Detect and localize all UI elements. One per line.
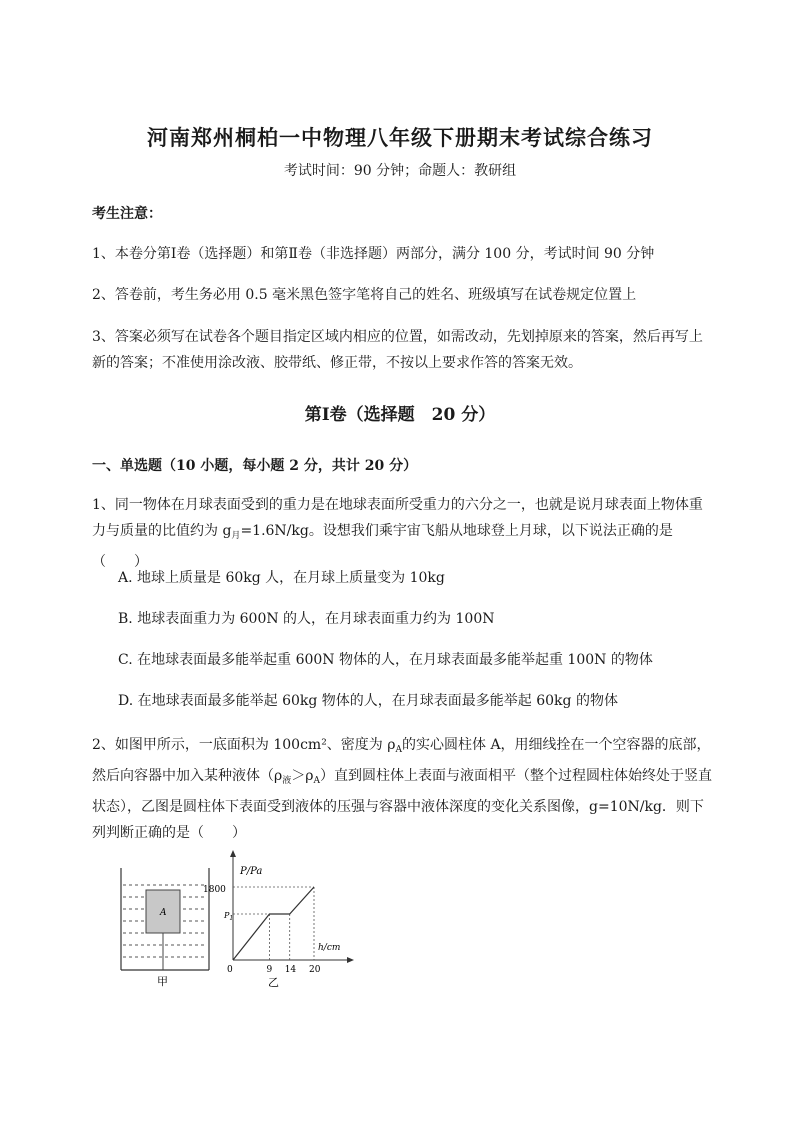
question-2-stem <box>92 732 712 846</box>
question-1-option-c: C. 在地球表面最多能举起重 600N 物体的人，在月球表面最多能举起重 100N 的物体 <box>118 652 653 668</box>
x-tick-labels <box>266 965 320 975</box>
y-axis-label: P/Pa <box>240 866 263 877</box>
notice-heading: 考生注意： <box>92 206 162 222</box>
y-tick-p1 <box>223 911 233 922</box>
x-tick-14: 14 <box>284 965 297 975</box>
x-axis-label: h/cm <box>318 943 341 953</box>
question-1-stem <box>92 492 712 575</box>
page-title: 河南郑州桐柏一中物理八年级下册期末考试综合练习 <box>147 125 653 150</box>
figure-right-caption: 乙 <box>268 976 279 988</box>
section-title: 第Ⅰ卷（选择题 20 分） <box>304 405 496 425</box>
question-1-option-a: A. 地球上质量是 60kg 人，在月球上质量变为 10kg <box>118 570 445 586</box>
y-axis-arrow <box>230 850 236 857</box>
notice-item: 1、本卷分第Ⅰ卷（选择题）和第Ⅱ卷（非选择题）两部分，满分 100 分，考试时间 90 分钟 <box>92 246 655 262</box>
x-tick-20: 20 <box>309 965 321 975</box>
question-2-subscript-3: A <box>313 776 320 786</box>
part-heading: 一、单选题（10 小题，每小题 2 分，共计 20 分） <box>92 458 418 474</box>
question-1-option-b: B. 地球表面重力为 600N 的人，在月球表面重力约为 100N <box>118 611 495 627</box>
question-1-stem-b: =1.6N/kg。设想我们乘宇宙飞船从地球登上月球，以下说法正确的是（ ） <box>92 523 673 570</box>
question-2-part-2: 的实心圆柱体 A，用细线拴在一个空容器的底部，然后向容器中加入某种液体（ρ <box>92 737 711 784</box>
figure-left-caption: 甲 <box>157 975 168 988</box>
page-subtitle: 考试时间：90 分钟；命题人：教研组 <box>283 163 517 179</box>
notice-item: 2、答卷前，考生务必用 0.5 毫米黑色签字笔将自己的姓名、班级填写在试卷规定位置上 <box>92 287 637 303</box>
origin-label: 0 <box>227 965 233 975</box>
y-tick-p1-subscript: 1 <box>229 915 234 922</box>
question-2-part-3: ＞ρ <box>291 768 314 784</box>
y-tick-p1-letter: P <box>224 911 230 920</box>
question-2-part-1: 2、如图甲所示，一底面积为 100cm²、密度为 ρ <box>92 737 396 753</box>
question-1-stem-a: 1、同一物体在月球表面受到的重力是在地球表面所受重力的六分之一，也就是说月球表面上物体重力与质量的比值约为 g <box>92 497 703 539</box>
x-tick-9: 9 <box>266 965 273 975</box>
x-axis-arrow <box>347 957 354 963</box>
pressure-curve <box>233 887 314 960</box>
question-1-stem-subscript: 月 <box>231 531 241 541</box>
cylinder-label: A <box>160 908 167 918</box>
question-2-part-4: ）直到圆柱体上表面与液面相平（整个过程圆柱体始终处于竖直状态），乙图是圆柱体下表面受到液体的压强与容器中液体深度的变化关系图像，g=10N/kg．则下列判断正确的是（ ） <box>92 768 712 841</box>
question-2-subscript-2: 液 <box>282 776 292 786</box>
question-1-option-d: D. 在地球表面最多能举起 60kg 物体的人，在月球表面最多能举起 60kg 的物体 <box>118 693 618 709</box>
y-tick-1800: 1800 <box>203 885 226 895</box>
notice-item: 3、答案必须写在试卷各个题目指定区域内相应的位置，如需改动，先划掉原来的答案，然后再写上新的答案；不准使用涂改液、胶带纸、修正带，不按以上要求作答的答案无效。 <box>92 329 703 371</box>
guide-lines <box>233 887 314 960</box>
figure-pressure-graph <box>200 848 360 988</box>
question-2-subscript-1: A <box>395 745 402 755</box>
